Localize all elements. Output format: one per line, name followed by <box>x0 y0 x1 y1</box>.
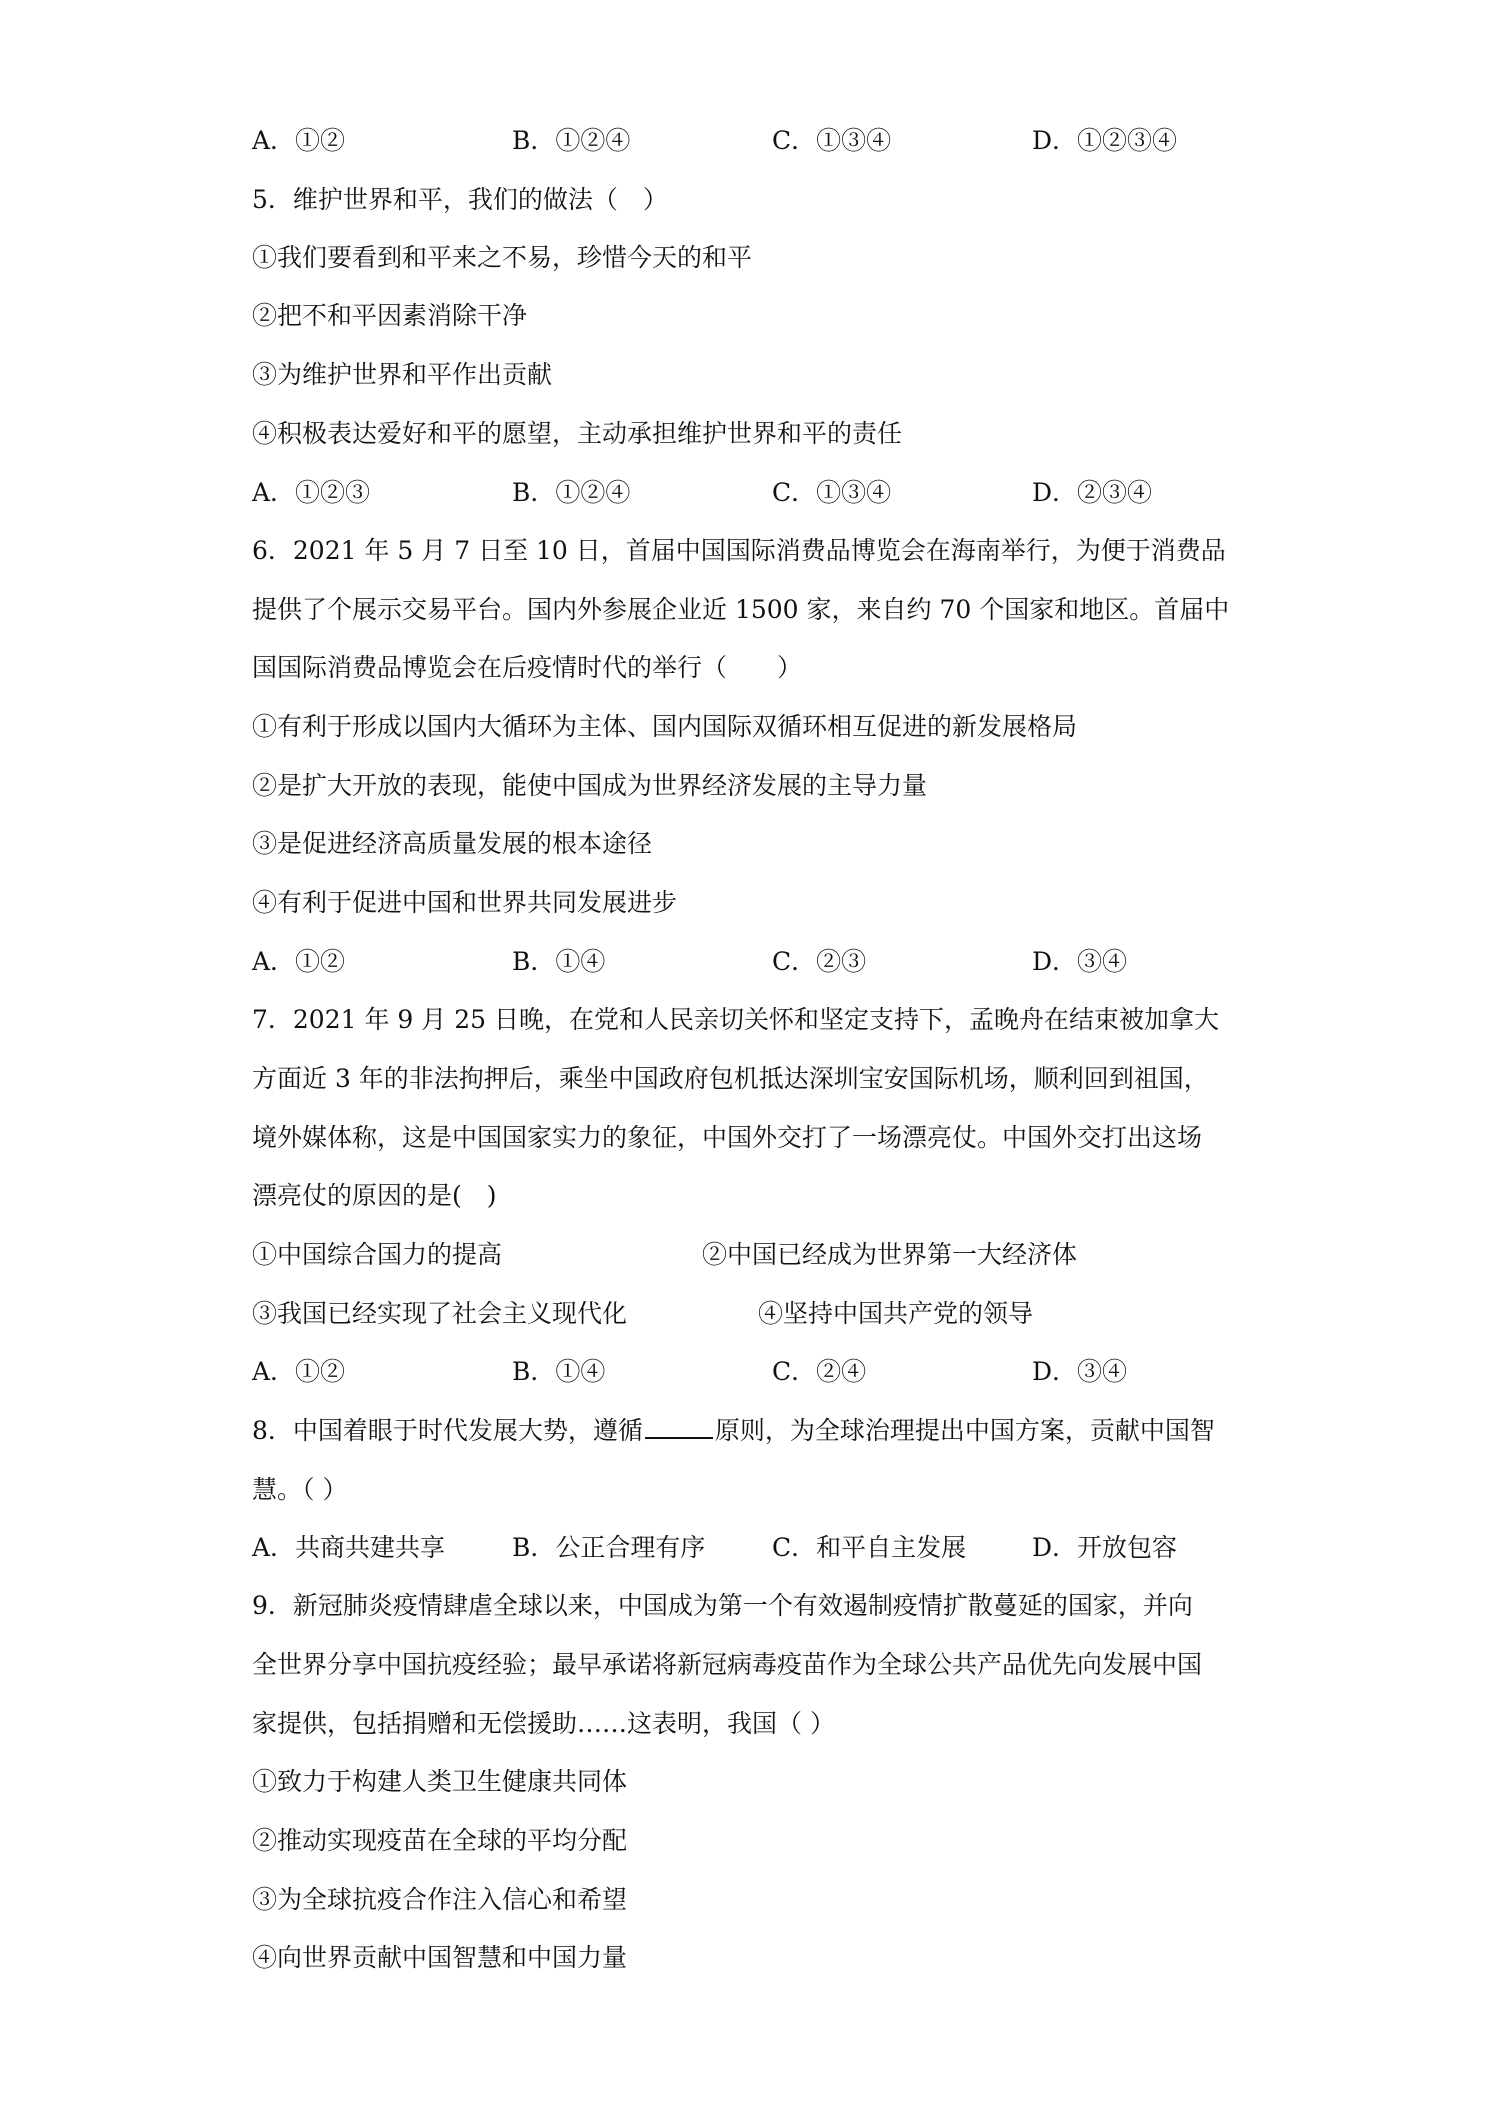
q6-stem-line-1: 6．2021 年 5 月 7 日至 10 日，首届中国国际消费品博览会在海南举行，为便于消费品 <box>252 536 1226 565</box>
q5-option-b[interactable]: B．①②④ <box>512 478 631 507</box>
q8-option-b[interactable]: B．公正合理有序 <box>512 1533 706 1562</box>
q9-item-4: ④向世界贡献中国智慧和中国力量 <box>252 1943 628 1972</box>
q4-option-c[interactable]: C．①③④ <box>772 126 892 155</box>
q9-item-1: ①致力于构建人类卫生健康共同体 <box>252 1767 628 1796</box>
q7-stem-line-4: 漂亮仗的原因的是( ) <box>252 1181 497 1210</box>
q4-options <box>252 124 1252 158</box>
q9-stem-line-3: 家提供，包括捐赠和无偿援助……这表明，我国（ ） <box>252 1709 835 1738</box>
q5-option-a[interactable]: A．①②③ <box>252 478 371 507</box>
q6-options <box>252 945 1252 979</box>
q9-stem-line-2: 全世界分享中国抗疫经验；最早承诺将新冠病毒疫苗作为全球公共产品优先向发展中国 <box>252 1650 1203 1679</box>
q6-item-3: ③是促进经济高质量发展的根本途径 <box>252 829 653 858</box>
q6-item-1: ①有利于形成以国内大循环为主体、国内国际双循环相互促进的新发展格局 <box>252 712 1078 741</box>
q7-option-b[interactable]: B．①④ <box>512 1357 606 1386</box>
q8-options <box>252 1531 1252 1565</box>
q7-item-1: ①中国综合国力的提高 <box>252 1240 503 1269</box>
q5-item-3: ③为维护世界和平作出贡献 <box>252 360 553 389</box>
q5-item-4: ④积极表达爱好和平的愿望，主动承担维护世界和平的责任 <box>252 419 903 448</box>
q9-stem-line-1: 9．新冠肺炎疫情肆虐全球以来，中国成为第一个有效遏制疫情扩散蔓延的国家，并向 <box>252 1591 1193 1620</box>
q8-stem-line-2: 慧。（ ） <box>252 1475 348 1504</box>
q5-option-c[interactable]: C．①③④ <box>772 478 892 507</box>
q8-stem-before: 8．中国着眼于时代发展大势，遵循 <box>252 1416 643 1445</box>
q4-option-b[interactable]: B．①②④ <box>512 126 631 155</box>
q8-option-d[interactable]: D．开放包容 <box>1032 1533 1178 1562</box>
q8-answer-blank[interactable] <box>645 1415 713 1439</box>
q7-option-c[interactable]: C．②④ <box>772 1357 867 1386</box>
q7-option-a[interactable]: A．①② <box>252 1357 346 1386</box>
q7-options <box>252 1355 1252 1389</box>
q6-option-c[interactable]: C．②③ <box>772 947 867 976</box>
q6-option-a[interactable]: A．①② <box>252 947 346 976</box>
q4-option-d[interactable]: D．①②③④ <box>1032 126 1178 155</box>
q7-item-4: ④坚持中国共产党的领导 <box>758 1299 1034 1328</box>
q8-stem-after: 原则，为全球治理提出中国方案，贡献中国智 <box>714 1416 1215 1445</box>
q5-stem: 5．维护世界和平，我们的做法（ ） <box>252 185 668 214</box>
q4-option-a[interactable]: A．①② <box>252 126 346 155</box>
q5-option-d[interactable]: D．②③④ <box>1032 478 1153 507</box>
q6-item-4: ④有利于促进中国和世界共同发展进步 <box>252 888 678 917</box>
q6-stem-line-2: 提供了个展示交易平台。国内外参展企业近 1500 家，来自约 70 个国家和地区。首届中 <box>252 595 1230 624</box>
q8-option-c[interactable]: C．和平自主发展 <box>772 1533 967 1562</box>
q7-item-3: ③我国已经实现了社会主义现代化 <box>252 1299 628 1328</box>
q7-items-row-2 <box>252 1297 1252 1331</box>
q9-item-2: ②推动实现疫苗在全球的平均分配 <box>252 1826 628 1855</box>
q7-stem-line-3: 境外媒体称，这是中国国家实力的象征，中国外交打了一场漂亮仗。中国外交打出这场 <box>252 1123 1203 1152</box>
q6-item-2: ②是扩大开放的表现，能使中国成为世界经济发展的主导力量 <box>252 771 928 800</box>
q6-option-d[interactable]: D．③④ <box>1032 947 1128 976</box>
q8-option-a[interactable]: A．共商共建共享 <box>252 1533 446 1562</box>
q5-item-2: ②把不和平因素消除干净 <box>252 301 528 330</box>
q5-item-1: ①我们要看到和平来之不易，珍惜今天的和平 <box>252 243 753 272</box>
q9-item-3: ③为全球抗疫合作注入信心和希望 <box>252 1885 628 1914</box>
q8-stem-line-1 <box>252 1414 1252 1448</box>
q6-option-b[interactable]: B．①④ <box>512 947 606 976</box>
q6-stem-line-3: 国国际消费品博览会在后疫情时代的举行（ ） <box>252 653 803 682</box>
q7-stem-line-2: 方面近 3 年的非法拘押后，乘坐中国政府包机抵达深圳宝安国际机场，顺利回到祖国， <box>252 1064 1209 1093</box>
q7-stem-line-1: 7．2021 年 9 月 25 日晚，在党和人民亲切关怀和坚定支持下，孟晚舟在结束被加拿大 <box>252 1005 1219 1034</box>
q7-items-row-1 <box>252 1238 1252 1272</box>
q5-options <box>252 476 1252 510</box>
q7-option-d[interactable]: D．③④ <box>1032 1357 1128 1386</box>
q7-item-2: ②中国已经成为世界第一大经济体 <box>702 1240 1078 1269</box>
